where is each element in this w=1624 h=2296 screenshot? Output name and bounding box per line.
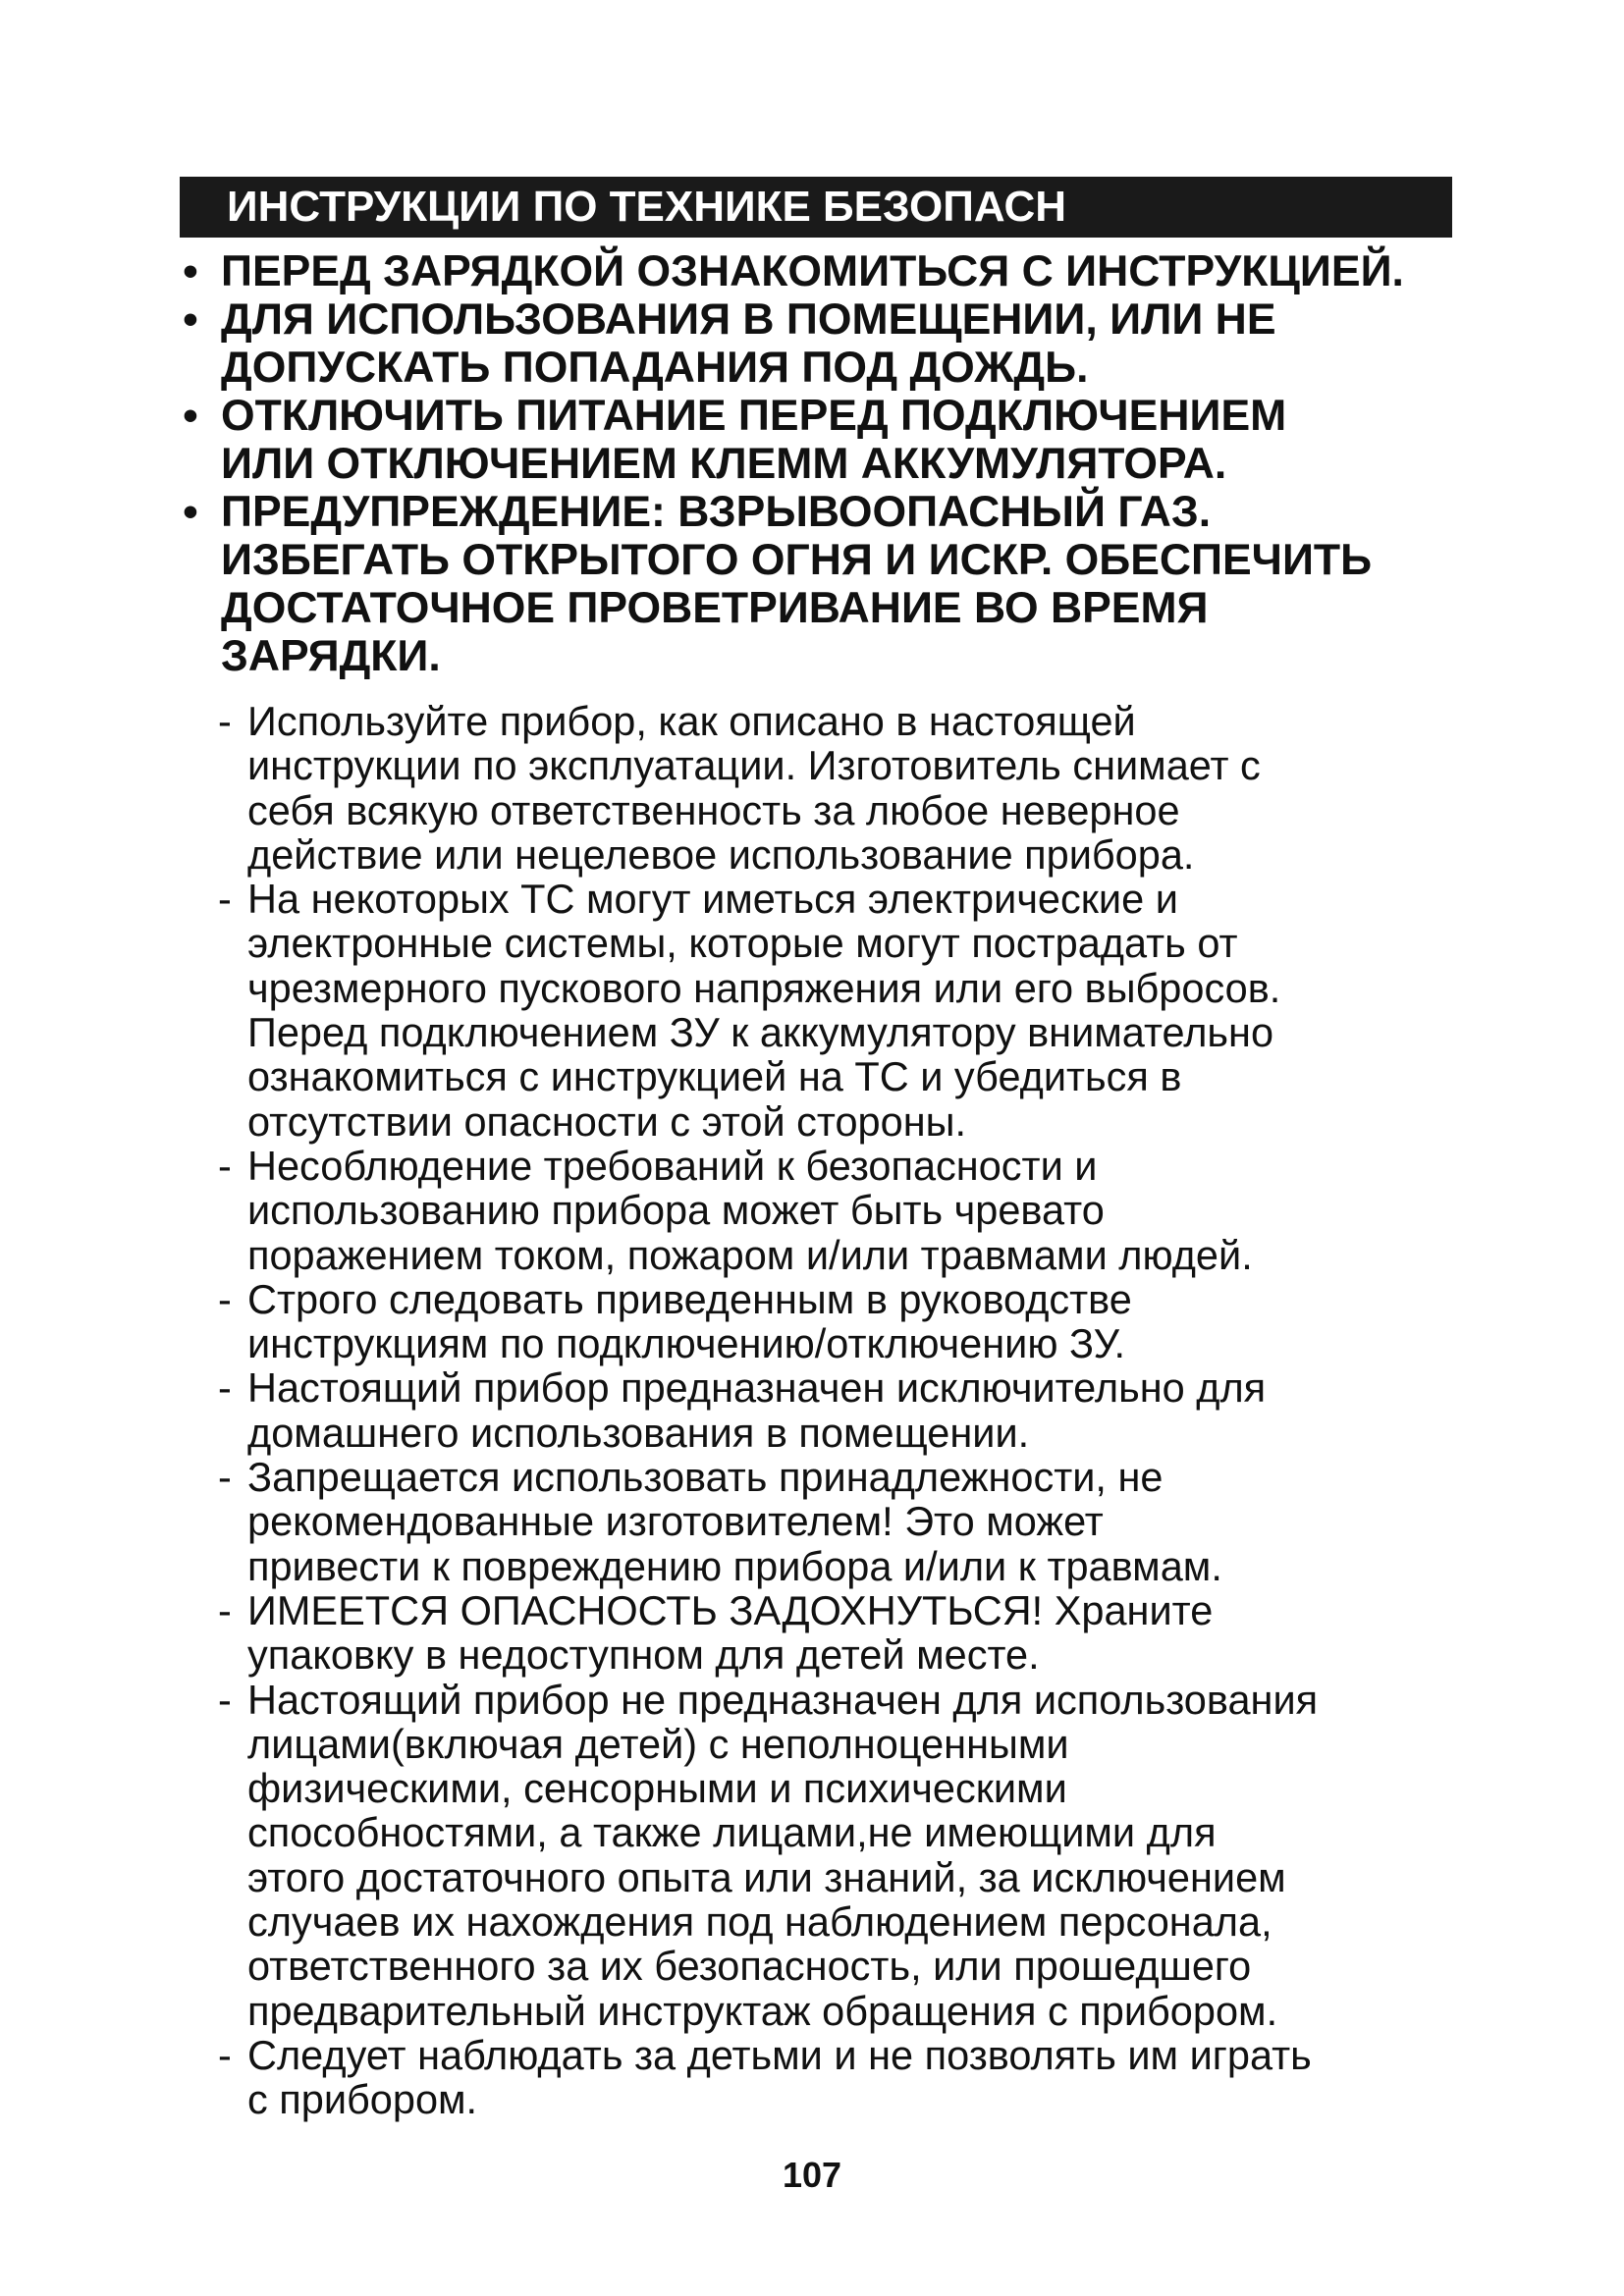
instruction-line: использованию прибора может быть чревато [247,1187,1105,1234]
dash-icon: - [218,1586,232,1633]
instruction-item [218,2033,1445,2122]
bullet-icon: • [183,295,198,344]
section-title: ИНСТРУКЦИИ ПО ТЕХНИКЕ БЕЗОПАСН [227,183,1067,231]
instruction-item [218,877,1445,1144]
instruction-item [218,699,1445,877]
warning-item [180,392,1452,488]
instruction-line: На некоторых ТС могут иметься электрические и [247,876,1178,923]
dash-icon: - [218,2031,232,2078]
bullet-icon: • [183,247,198,295]
dash-icon: - [218,1142,232,1189]
instruction-line: предварительный инструктаж обращения с прибором. [247,1987,1278,2034]
instruction-line: домашнего использования в помещении. [247,1409,1030,1456]
instruction-line: упаковку в недоступном для детей месте. [247,1631,1040,1679]
instruction-line: Следует наблюдать за детьми и не позволять им играть [247,2031,1312,2078]
warning-line: ИЗБЕГАТЬ ОТКРЫТОГО ОГНЯ И ИСКР. ОБЕСПЕЧИТЬ [221,536,1373,584]
instruction-item [218,1678,1445,2033]
warning-line: ДОПУСКАТЬ ПОПАДАНИЯ ПОД ДОЖДЬ. [221,344,1089,392]
dash-icon: - [218,1454,232,1501]
instruction-line: Настоящий прибор не предназначен для использования [247,1676,1319,1723]
dash-icon: - [218,876,232,923]
instruction-line: рекомендованные изготовителем! Это может [247,1498,1104,1545]
instruction-line: способностями, а также лицами,не имеющими для [247,1809,1217,1856]
warning-line: ИЛИ ОТКЛЮЧЕНИЕМ КЛЕММ АККУМУЛЯТОРА. [221,440,1227,488]
warning-item [180,295,1452,392]
instruction-line: привести к повреждению прибора и/или к травмам. [247,1542,1222,1589]
instruction-line: инструкциям по подключению/отключению ЗУ. [247,1320,1125,1367]
instruction-line: ознакомиться с инструкцией на ТС и убедиться в [247,1053,1182,1100]
dash-icon: - [218,1275,232,1322]
instruction-line: себя всякую ответственность за любое неверное [247,786,1180,833]
instruction-line: действие или нецелевое использование прибора. [247,830,1195,878]
instruction-line: Запрещается использовать принадлежности, не [247,1454,1164,1501]
bullet-icon: • [183,392,198,440]
instruction-line: Настоящий прибор предназначен исключительно для [247,1364,1267,1412]
instruction-item [218,1455,1445,1588]
instruction-list [218,699,1445,2122]
instruction-line: ответственного за их безопасность, или прошедшего [247,1943,1252,1990]
instruction-line: этого достаточного опыта или знаний, за исключением [247,1853,1286,1900]
warning-line: ЗАРЯДКИ. [221,632,441,680]
warning-line: ПЕРЕД ЗАРЯДКОЙ ОЗНАКОМИТЬСЯ С ИНСТРУКЦИЕЙ. [221,247,1404,295]
warning-item [180,488,1452,680]
instruction-line: Строго следовать приведенным в руководстве [247,1275,1132,1322]
instruction-line: электронные системы, которые могут пострадать от [247,920,1238,967]
instruction-line: ИМЕЕТСЯ ОПАСНОСТЬ ЗАДОХНУТЬСЯ! Храните [247,1586,1214,1633]
instruction-item [218,1144,1445,1277]
warning-line: ОТКЛЮЧИТЬ ПИТАНИЕ ПЕРЕД ПОДКЛЮЧЕНИЕМ [221,392,1287,440]
instruction-line: отсутствии опасности с этой стороны. [247,1097,966,1145]
instruction-item [218,1277,1445,1366]
instruction-line: поражением током, пожаром и/или травмами людей. [247,1231,1253,1278]
instruction-line: Несоблюдение требований к безопасности и [247,1142,1098,1189]
page-number: 107 [782,2155,842,2195]
instruction-line: Перед подключением ЗУ к аккумулятору внимательно [247,1009,1274,1056]
instruction-line: чрезмерного пускового напряжения или его выбросов. [247,964,1281,1011]
bullet-icon: • [183,488,198,536]
instruction-line: случаев их нахождения под наблюдением персонала, [247,1898,1272,1946]
dash-icon: - [218,1676,232,1723]
warning-list [180,247,1452,680]
instruction-item [218,1365,1445,1455]
instruction-line: с прибором. [247,2076,478,2123]
instruction-line: Используйте прибор, как описано в настоящей [247,698,1136,744]
instruction-line: лицами(включая детей) с неполноценными [247,1720,1069,1767]
instruction-line: инструкции по эксплуатации. Изготовитель снимает с [247,742,1261,789]
warning-line: ДЛЯ ИСПОЛЬЗОВАНИЯ В ПОМЕЩЕНИИ, ИЛИ НЕ [221,295,1276,344]
dash-icon: - [218,698,232,744]
dash-icon: - [218,1364,232,1412]
instruction-line: физическими, сенсорными и психическими [247,1765,1067,1812]
warning-line: ДОСТАТОЧНОЕ ПРОВЕТРИВАНИЕ ВО ВРЕМЯ [221,584,1209,632]
warning-item [180,247,1452,295]
warning-line: ПРЕДУПРЕЖДЕНИЕ: ВЗРЫВООПАСНЫЙ ГАЗ. [221,488,1212,536]
section-title-bar [180,177,1452,238]
instruction-item [218,1588,1445,1678]
